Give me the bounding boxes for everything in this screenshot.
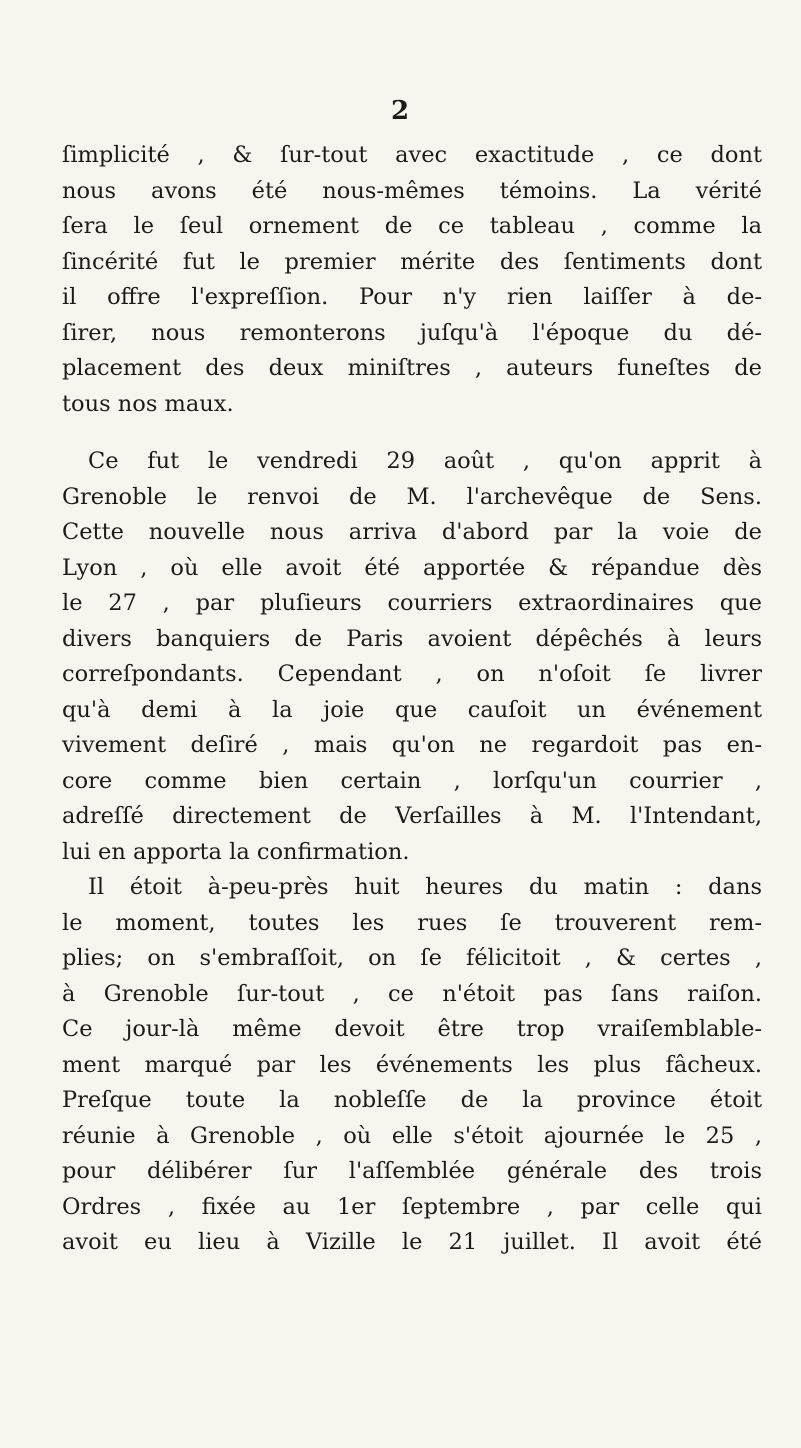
text-line: Ce jour-là même devoit être trop vraiſemblable- [62, 1016, 762, 1042]
text-line: Il étoit à-peu-près huit heures du matin : dans [88, 874, 762, 900]
text-line: Lyon , où elle avoit été apportée & répandue dès [62, 554, 762, 581]
page-number: 2 [390, 96, 410, 126]
text-line: ſincérité fut le premier mérite des ſentiments dont [62, 248, 762, 275]
text-line: ſimplicité , & ſur-tout avec exactitude , ce dont [62, 142, 762, 168]
text-line: plies; on s'embraſſoit, on ſe félicitoit , & certes , [62, 945, 762, 971]
paragraph [62, 138, 762, 422]
text-line: vivement deſiré , mais qu'on ne regardoit pas en- [62, 732, 762, 758]
text-line: le moment, toutes les rues ſe trouverent rem- [62, 909, 762, 936]
text-line: Cette nouvelle nous arriva d'abord par la voie de [62, 519, 762, 545]
text-line: correſpondants. Cependant , on n'oſoit ſe livrer [62, 661, 762, 687]
paragraph-gap [62, 422, 762, 444]
text-line: ſirer, nous remonterons juſqu'à l'époque du dé- [62, 319, 762, 346]
text-line: réunie à Grenoble , où elle s'étoit ajournée le 25 , [62, 1122, 762, 1149]
text-line: ſera le ſeul ornement de ce tableau , comme la [62, 213, 762, 239]
text-line: Grenoble le renvoi de M. l'archevêque de Sens. [62, 483, 762, 510]
text-line: ment marqué par les événements les plus fâcheux. [62, 1051, 762, 1078]
text-line: core comme bien certain , lorſqu'un courrier , [62, 767, 762, 794]
text-line: tous nos maux. [62, 390, 234, 417]
text-line: qu'à demi à la joie que cauſoit un événement [62, 696, 762, 723]
text-line: lui en apporta la confirmation. [62, 838, 410, 865]
text-line: avoit eu lieu à Vizille le 21 juillet. Il avoit été [62, 1229, 762, 1255]
text-line: Ce fut le vendredi 29 août , qu'on apprit à [88, 448, 762, 474]
paragraph [62, 444, 762, 870]
text-line: Ordres , fixée au 1er ſeptembre , par celle qui [62, 1193, 762, 1220]
text-line: divers banquiers de Paris avoient dépêchés à leurs [62, 625, 762, 652]
paragraph [62, 870, 762, 1261]
text-line: le 27 , par pluſieurs courriers extraordinaires que [62, 590, 762, 616]
body-text [62, 138, 762, 1261]
text-line: il offre l'expreſſion. Pour n'y rien laiſſer à de- [62, 284, 762, 310]
text-line: nous avons été nous-mêmes témoins. La vérité [62, 177, 762, 204]
text-line: à Grenoble ſur-tout , ce n'étoit pas ſans raiſon. [62, 980, 762, 1007]
text-line: placement des deux miniſtres , auteurs funeſtes de [62, 355, 762, 381]
text-line: adreſſé directement de Verſailles à M. l'Intendant, [62, 803, 762, 829]
text-line: Preſque toute la nobleſſe de la province étoit [62, 1087, 762, 1113]
text-line: pour délibérer ſur l'aſſemblée générale des trois [62, 1158, 762, 1184]
